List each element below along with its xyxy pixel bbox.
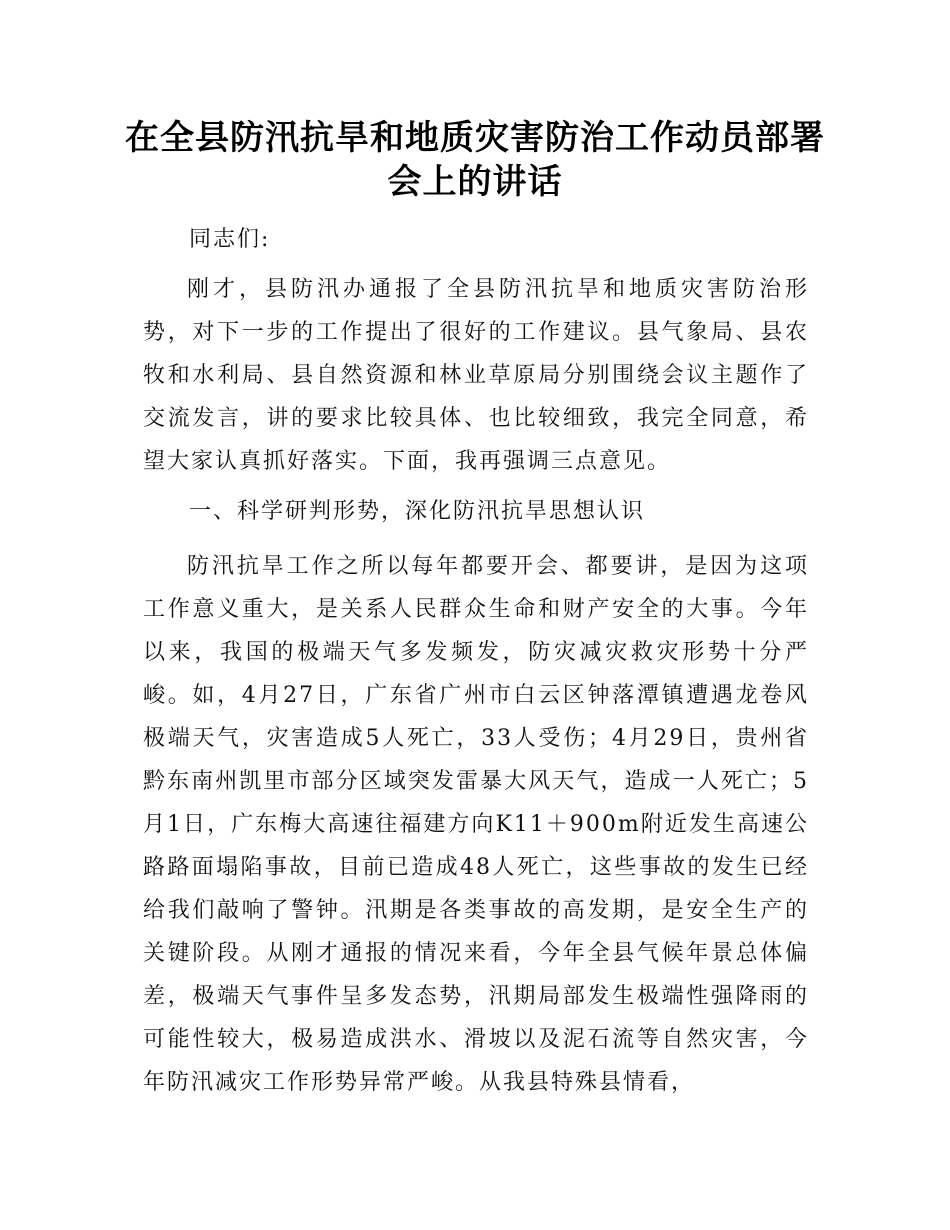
document-title-line-1: 在全县防汛抗旱和地质灾害防治工作动员部署 xyxy=(125,118,825,158)
section-heading-1: 一、科学研判形势，深化防汛抗旱思想认识 xyxy=(189,499,646,524)
document-title-line-2: 会上的讲话 xyxy=(387,162,563,202)
paragraph-1: 刚才，县防汛办通报了全县防汛抗旱和地质灾害防治形势，对下一步的工作提出了很好的工作建议。县气象局、县农牧和水利局、县自然资源和林业草原局分别围绕会议主题作了交流发言，讲的要求比较具体、也比较细致，我完全同意，希望大家认真抓好落实。下面，我再强调三点意见。 xyxy=(143,277,809,474)
paragraph-1-block xyxy=(143,268,809,483)
salutation: 同志们: xyxy=(189,227,271,252)
paragraph-2: 防汛抗旱工作之所以每年都要开会、都要讲，是因为这项工作意义重大，是关系人民群众生命和财产安全的大事。今年以来，我国的极端天气多发频发，防灾减灾救灾形势十分严峻。如，4月27日，广东省广州市白云区钟落潭镇遭遇龙卷风极端天气，灾害造成5人死亡，33人受伤；4月29日，贵州省黔东南州凯里市部分区域突发雷暴大风天气，造成一人死亡；5月1日，广东梅大高速往福建方向K11＋900m附近发生高速公路路面塌陷事故，目前已造成48人死亡，这些事故的发生已经给我们敲响了警钟。汛期是各类事故的高发期，是安全生产的关键阶段。从刚才通报的情况来看，今年全县气候年景总体偏差，极端天气事件呈多发态势，汛期局部发生极端性强降雨的可能性较大，极易造成洪水、滑坡以及泥石流等自然灾害，今年防汛减灾工作形势异常严峻。从我县特殊县情看， xyxy=(143,554,809,1095)
paragraph-2-block xyxy=(143,545,809,1104)
